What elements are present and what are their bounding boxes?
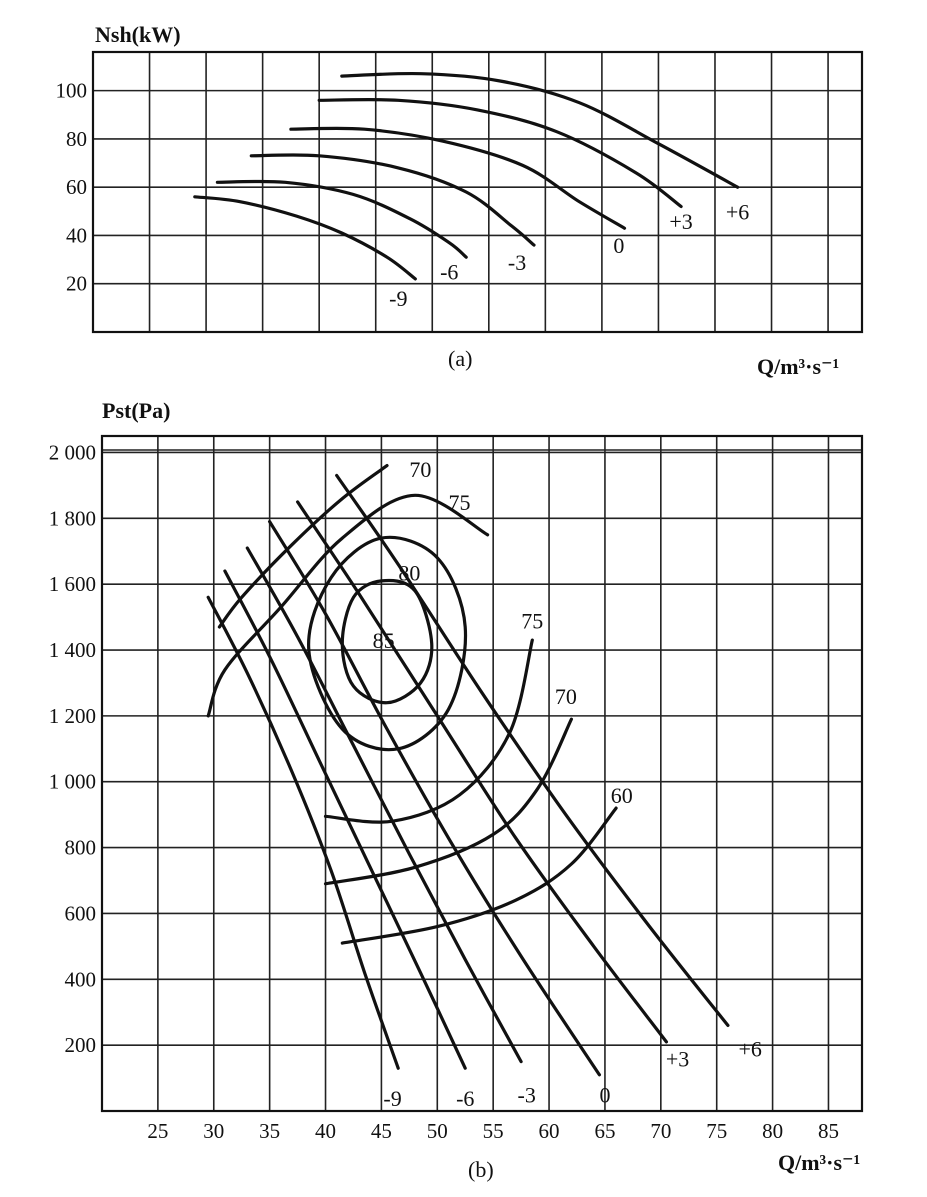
efficiency-label: 75	[448, 489, 471, 515]
power-curve-labels	[389, 199, 749, 311]
pressure-chart-x-ticks	[147, 1119, 839, 1143]
pressure-curve-labels	[373, 457, 762, 1111]
curve-label: -3	[517, 1082, 536, 1108]
blade-angle-curve	[208, 597, 398, 1068]
y-tick-label: 600	[64, 901, 96, 926]
pressure-x-axis-title: Q/m³·s⁻¹	[778, 1150, 861, 1175]
blade-angle-curve	[291, 128, 625, 228]
blade-angle-curve	[217, 181, 466, 257]
x-tick-label: 75	[706, 1119, 728, 1143]
curve-label: +6	[738, 1036, 762, 1062]
curve-label: 0	[599, 1082, 611, 1108]
blade-angle-curve	[298, 502, 667, 1042]
y-tick-label: 1 600	[48, 572, 96, 597]
efficiency-label: 80	[398, 560, 421, 586]
curve-label: 0	[613, 233, 625, 259]
y-tick-label: 200	[64, 1033, 96, 1058]
x-tick-label: 85	[817, 1119, 839, 1143]
x-tick-label: 50	[426, 1119, 448, 1143]
curve-label: -9	[389, 286, 408, 312]
pressure-chart-caption: (b)	[468, 1157, 494, 1182]
y-tick-label: 60	[66, 175, 87, 200]
x-tick-label: 70	[650, 1119, 672, 1143]
blade-angle-curve	[195, 197, 415, 279]
power-chart-caption: (a)	[448, 346, 473, 371]
x-tick-label: 35	[259, 1119, 281, 1143]
power-chart-grid	[93, 52, 862, 332]
curve-label: +6	[725, 199, 750, 225]
efficiency-label: 70	[554, 684, 577, 710]
y-tick-label: 1 200	[48, 703, 96, 728]
power-chart-y-ticks	[56, 79, 88, 296]
efficiency-label: 75	[521, 608, 544, 634]
blade-angle-curve	[247, 548, 521, 1062]
power-chart-frame	[93, 52, 862, 332]
x-tick-label: 45	[370, 1119, 392, 1143]
y-tick-label: 800	[64, 835, 96, 860]
curve-label: +3	[665, 1046, 690, 1072]
curve-label: -9	[383, 1085, 402, 1111]
y-tick-label: 1 000	[48, 769, 96, 794]
blade-angle-curve	[319, 100, 681, 207]
curve-label: -6	[456, 1085, 475, 1111]
y-tick-label: 40	[66, 223, 87, 248]
curve-label: +3	[669, 208, 693, 234]
y-tick-label: 2 000	[48, 440, 96, 465]
y-tick-label: 1 400	[48, 638, 96, 663]
efficiency-label: 60	[610, 782, 633, 808]
pressure-curves	[208, 476, 728, 1075]
curve-label: -3	[507, 250, 527, 275]
blade-angle-curve	[251, 155, 534, 245]
x-tick-label: 40	[315, 1119, 337, 1143]
pressure-axis-title: Pst(Pa)	[102, 398, 171, 423]
power-chart	[56, 22, 863, 379]
efficiency-label: 85	[372, 628, 395, 654]
power-curves	[195, 74, 738, 279]
x-tick-label: 55	[482, 1119, 504, 1143]
efficiency-label: 70	[409, 456, 432, 482]
pressure-chart-y-ticks	[49, 440, 96, 1057]
y-tick-label: 20	[66, 271, 87, 296]
x-tick-label: 30	[203, 1119, 225, 1143]
y-tick-label: 80	[66, 126, 87, 151]
power-x-axis-title: Q/m³·s⁻¹	[757, 354, 840, 379]
x-tick-label: 65	[594, 1119, 616, 1143]
x-tick-label: 80	[762, 1119, 784, 1143]
blade-angle-curve	[270, 522, 600, 1075]
y-tick-label: 100	[55, 78, 87, 103]
x-tick-label: 60	[538, 1119, 560, 1143]
x-tick-label: 25	[147, 1119, 169, 1143]
y-tick-label: 400	[64, 967, 96, 992]
curve-label: -6	[440, 259, 459, 285]
pressure-chart	[49, 398, 862, 1182]
y-tick-label: 1 800	[48, 506, 96, 531]
power-axis-title: Nsh(kW)	[95, 22, 181, 47]
